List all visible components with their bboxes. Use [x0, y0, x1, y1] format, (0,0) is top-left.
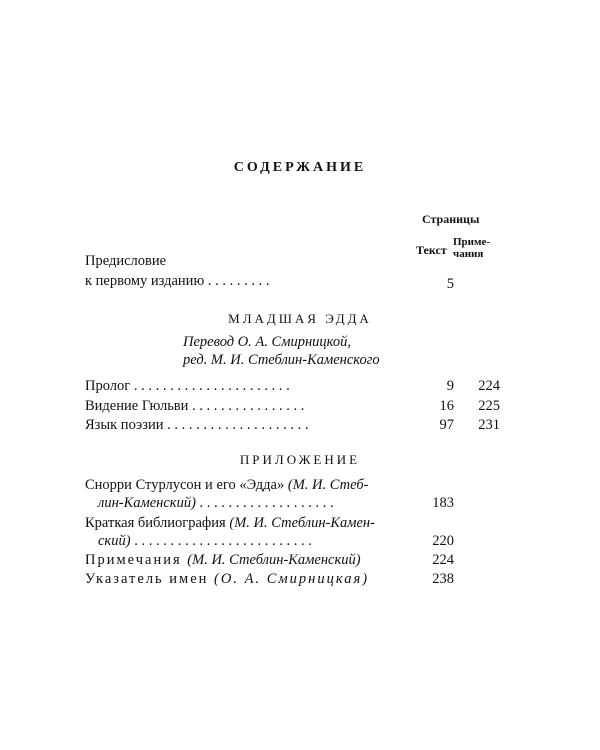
page-notes: 224 [432, 552, 454, 568]
translator-line: Перевод О. А. Смирницкой, [183, 334, 352, 350]
toc-entry-snorri-cont: лин-Каменский) . . . . . . . . . . . . . . . . . . . [98, 495, 334, 511]
editor-line: ред. М. И. Стеблин-Каменского [183, 352, 380, 368]
preface-page: 5 [446, 276, 454, 292]
page-skaldskaparmal: 97 [439, 417, 454, 433]
toc-entry-bibliography: Краткая библиография (М. И. Стеблин-Камен- [85, 515, 375, 531]
page-snorri: 183 [432, 495, 454, 511]
notes-gylfaginning: 225 [478, 398, 500, 414]
preface-line1: Предисловие [85, 253, 167, 269]
toc-entry-skaldskaparmal: Язык поэзии . . . . . . . . . . . . . . . . . . . . [85, 417, 309, 433]
toc-entry-bibliography-cont: ский) . . . . . . . . . . . . . . . . . . . . . . . . . [98, 533, 312, 549]
page-index: 238 [432, 571, 454, 587]
toc-entry-snorri: Снорри Стурлусон и его «Эдда» (М. И. Стеб- [85, 477, 369, 493]
section-title-appendix: ПРИЛОЖЕНИЕ [239, 452, 361, 467]
preface-label: к первому изданию [85, 273, 205, 289]
toc-entry-notes: Примечания (М. И. Стеблин-Каменский) [85, 552, 361, 568]
preface-line2 [85, 273, 270, 290]
notes-skaldskaparmal: 231 [478, 417, 500, 433]
toc-entry-gylfaginning: Видение Гюльви . . . . . . . . . . . . . . . . [85, 398, 305, 414]
pages-column-header: Страницы [422, 212, 480, 226]
leader-dots: . . . . . . . . . [204, 273, 270, 289]
page-bibliography: 220 [432, 533, 454, 549]
section-title-younger-edda: МЛАДШАЯ ЭДДА [228, 311, 372, 326]
page-title: СОДЕРЖАНИЕ [233, 160, 367, 175]
page-prologue: 9 [446, 378, 454, 394]
page-gylfaginning: 16 [439, 398, 454, 414]
notes-prologue: 224 [478, 378, 500, 394]
text-column-header: Текст [416, 243, 447, 257]
toc-entry-prologue: Пролог . . . . . . . . . . . . . . . . . . . . . . [85, 378, 290, 394]
toc-entry-index: Указатель имен (О. А. Смирницкая) [85, 571, 370, 587]
notes-column-header: Приме- чания [453, 236, 491, 260]
